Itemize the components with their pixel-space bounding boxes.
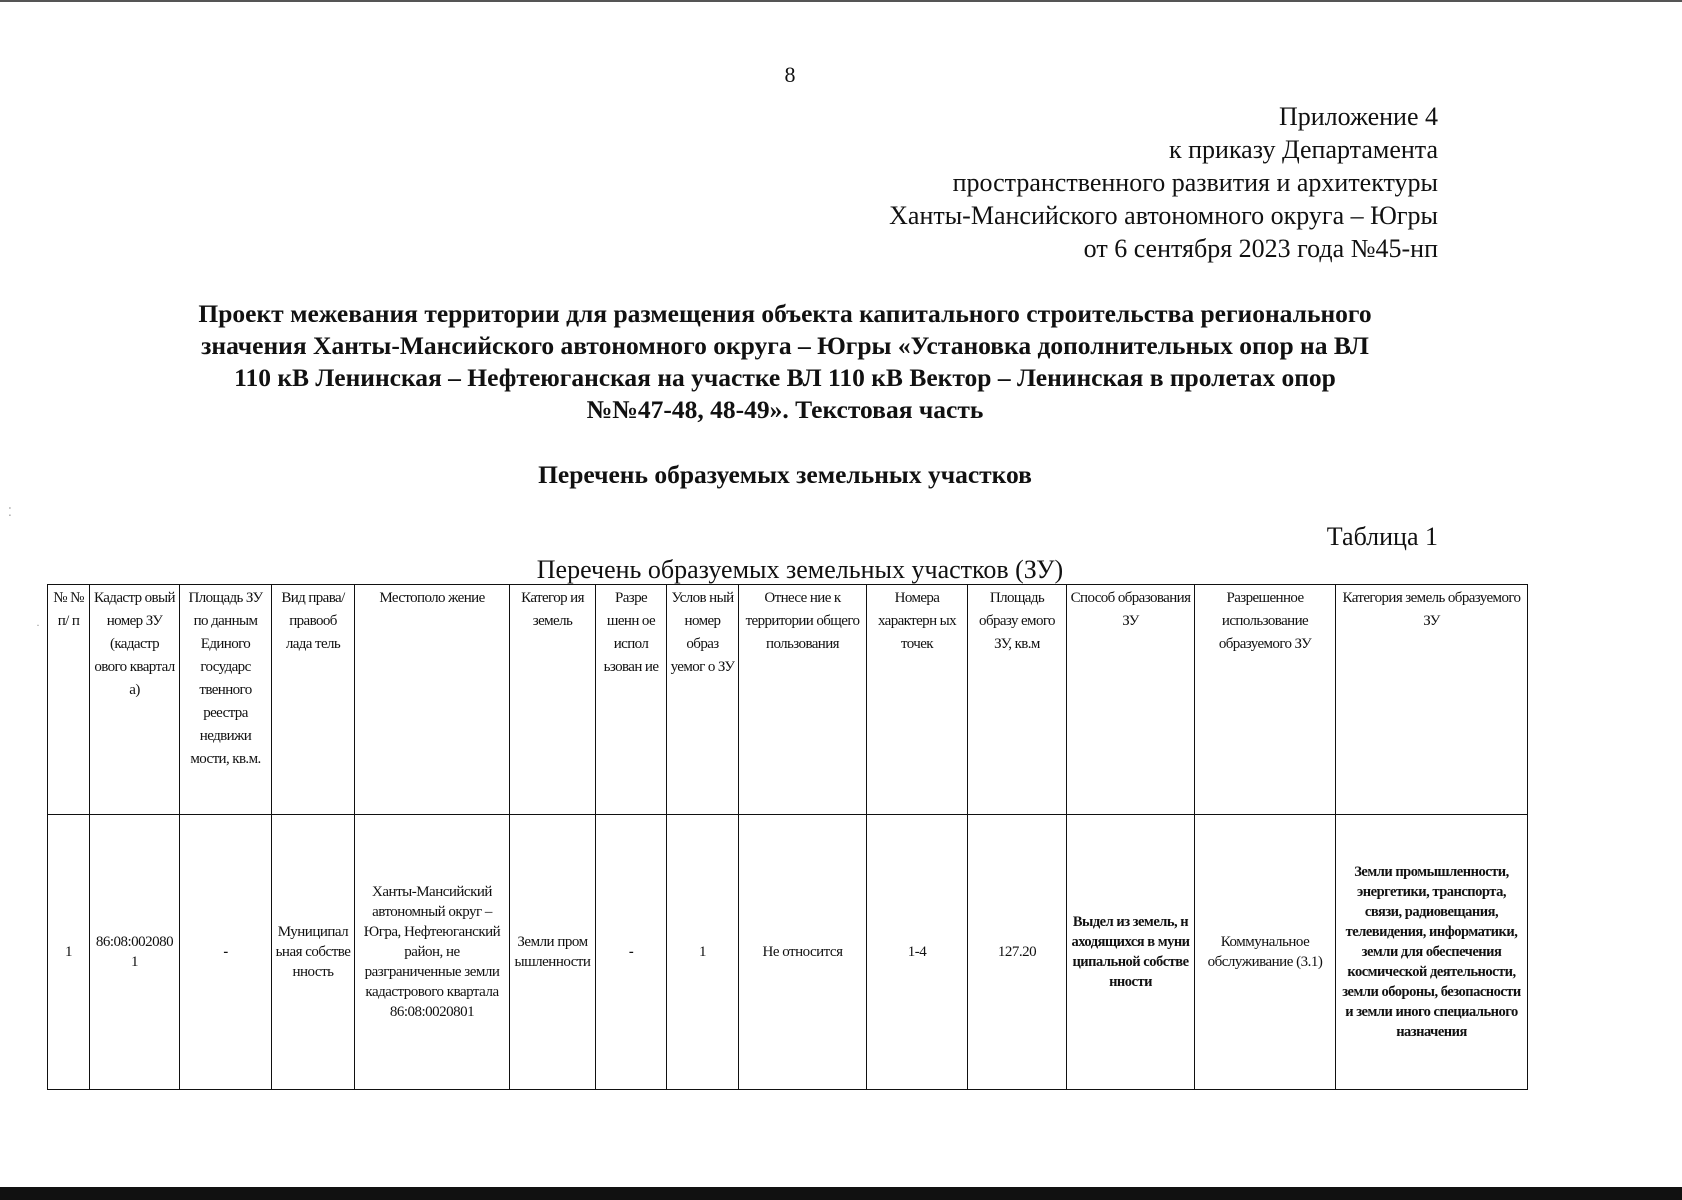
cell-right-holder: Муниципальная собственность — [272, 815, 355, 1090]
appendix-line: Приложение 4 — [1278, 102, 1438, 131]
header-cell-formed-area: Площадь образу емого ЗУ, кв.м — [968, 585, 1067, 815]
header-cell-cadastral-number: Кадастр овый номер ЗУ (кадастр ового квартал а) — [90, 585, 180, 815]
scan-artifact: ⁚ — [8, 505, 12, 519]
cell-location: Ханты-Мансийский автономный округ – Югра, Нефтеюганский район, не разграниченные земли кадастрового квартала 86:08:0020801 — [355, 815, 510, 1090]
appendix-block — [889, 100, 1438, 265]
cell-number: 1 — [48, 815, 90, 1090]
header-cell-egrn-area: Площадь ЗУ по данным Единого государс твенного реестра недвижи мости, кв.м. — [180, 585, 272, 815]
appendix-line: Ханты-Мансийского автономного округа – Югры — [889, 201, 1438, 230]
bottom-bar — [0, 1187, 1682, 1200]
title-line: значения Ханты-Мансийского автономного округа – Югры «Установка дополнительных опор на ВЛ — [201, 331, 1369, 360]
header-cell-points: Номера характерн ых точек — [867, 585, 968, 815]
header-cell-public-territory: Отнесе ние к территории общего пользования — [739, 585, 867, 815]
title-line: Проект межевания территории для размещения объекта капитального строительства регионального — [198, 299, 1372, 328]
header-cell-conditional-number: Услов ный номер образ уемог о ЗУ — [667, 585, 739, 815]
table-caption: Перечень образуемых земельных участков (ЗУ) — [536, 555, 1064, 584]
cell-land-category: Земли промышленности — [510, 815, 596, 1090]
cell-cadastral-number: 86:08:0020801 — [90, 815, 180, 1090]
cell-public-territory: Не относится — [739, 815, 867, 1090]
document-title — [130, 298, 1440, 426]
header-cell-formed-land-category: Категория земель образуемого ЗУ — [1336, 585, 1528, 815]
header-cell-number: № № п/ п — [48, 585, 90, 815]
appendix-line: пространственного развития и архитектуры — [952, 168, 1438, 197]
appendix-line: от 6 сентября 2023 года №45-нп — [1083, 234, 1438, 263]
title-line: 110 кВ Ленинская – Нефтеюганская на участке ВЛ 110 кВ Вектор – Ленинская в пролетах опор — [234, 363, 1336, 392]
top-rule — [0, 0, 1682, 2]
header-cell-formation-method: Способ образования ЗУ — [1067, 585, 1195, 815]
cell-conditional-number: 1 — [667, 815, 739, 1090]
cell-points: 1-4 — [867, 815, 968, 1090]
cell-permitted-use: - — [596, 815, 667, 1090]
header-cell-right-holder: Вид права/ правооб лада тель — [272, 585, 355, 815]
header-cell-formed-permitted-use: Разрешенное использование образуемого ЗУ — [1195, 585, 1336, 815]
list-heading: Перечень образуемых земельных участков — [538, 460, 1032, 489]
page-number: 8 — [784, 62, 796, 87]
table-row — [48, 815, 1528, 1090]
cell-formed-land-category: Земли промышленности, энергетики, транспорта, связи, радиовещания, телевидения, информатики, земли для обеспечения космической деятельности, земли обороны, безопасности и земли иного специального назначения — [1336, 815, 1528, 1090]
cell-formed-area: 127.20 — [968, 815, 1067, 1090]
cell-formation-method: Выдел из земель, находящихся в муниципальной собственности — [1067, 815, 1195, 1090]
land-plots-table — [47, 584, 1528, 1090]
scan-artifact: · — [36, 618, 40, 632]
header-cell-land-category: Категор ия земель — [510, 585, 596, 815]
table-number: Таблица 1 — [1326, 522, 1438, 551]
header-cell-location: Местополо жение — [355, 585, 510, 815]
cell-formed-permitted-use: Коммунальное обслуживание (3.1) — [1195, 815, 1336, 1090]
title-line: №№47-48, 48-49». Текстовая часть — [586, 395, 984, 424]
table-header-row — [48, 585, 1528, 815]
appendix-line: к приказу Департамента — [1168, 135, 1438, 164]
header-cell-permitted-use: Разре шенн ое испол ьзован ие — [596, 585, 667, 815]
cell-egrn-area: - — [180, 815, 272, 1090]
